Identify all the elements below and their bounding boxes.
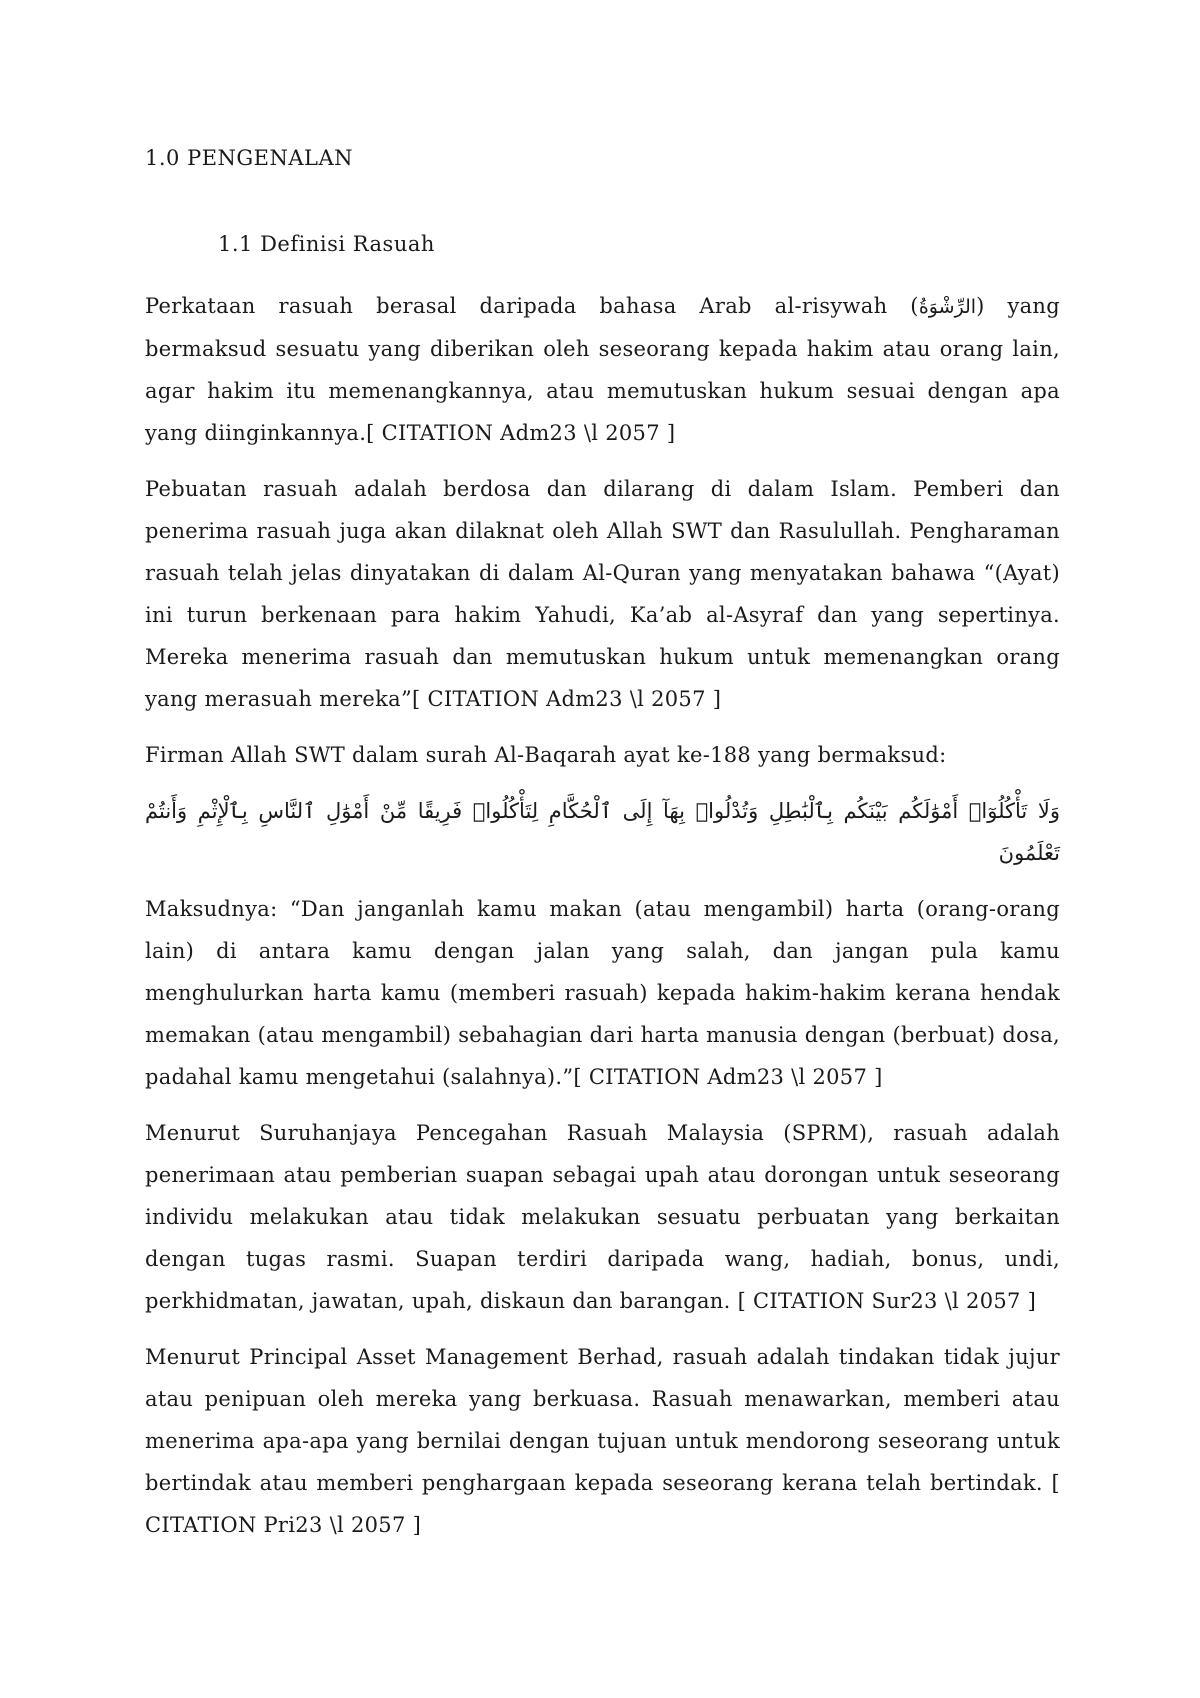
paragraph-definition-text-end: ) yang bermaksud sesuatu yang diberikan oleh seseorang kepada hakim atau orang lain, agar hakim itu memenangkannya, atau memutuskan hukum sesuai dengan apa yang diinginkannya.[ CITATION Adm23 \l 2057 ]	[145, 294, 1060, 445]
arabic-term: الرِّشْوَةُ	[918, 296, 977, 318]
paragraph-verse-intro: Firman Allah SWT dalam surah Al-Baqarah ayat ke-188 yang bermaksud:	[145, 743, 947, 767]
paragraph-principal-definition: Menurut Principal Asset Management Berhad, rasuah adalah tindakan tidak jujur atau penipuan oleh mereka yang berkuasa. Rasuah menawarkan, memberi atau menerima apa-apa yang bernilai dengan tujuan untuk mendorong seseorang untuk bertindak atau memberi penghargaan kepada seseorang kerana telah bertindak. [ CITATION Pri23 \l 2057 ]	[145, 1345, 1060, 1537]
quran-verse: وَلَا تَأْكُلُوٓا۟ أَمْوَٰلَكُم بَيْنَكُم بِٱلْبَٰطِلِ وَتُدْلُوا۟ بِهَآ إِلَى ٱلْحُكَّامِ لِتَأْكُلُوا۟ فَرِيقًا مِّنْ أَمْوَٰلِ ٱلنَّاسِ بِٱلْإِثْمِ وَأَنتُمْ تَعْلَمُونَ	[145, 799, 1060, 865]
paragraph-prohibition: Pebuatan rasuah adalah berdosa dan dilarang di dalam Islam. Pemberi dan penerima rasuah juga akan dilaknat oleh Allah SWT dan Rasulullah. Pengharaman rasuah telah jelas dinyatakan di dalam Al-Quran yang menyatakan bahawa “(Ayat) ini turun berkenaan para hakim Yahudi, Ka’ab al-Asyraf dan yang sepertinya. Mereka menerima rasuah dan memutuskan hukum untuk memenangkan orang yang merasuah mereka”[ CITATION Adm23 \l 2057 ]	[145, 477, 1060, 711]
paragraph-definition-text-start: Perkataan rasuah berasal daripada bahasa Arab al-risywah (	[145, 294, 919, 318]
paragraph-sprm-definition: Menurut Suruhanjaya Pencegahan Rasuah Malaysia (SPRM), rasuah adalah penerimaan atau pemberian suapan sebagai upah atau dorongan untuk seseorang individu melakukan atau tidak melakukan sesuatu perbuatan yang berkaitan dengan tugas rasmi. Suapan terdiri daripada wang, hadiah, bonus, undi, perkhidmatan, jawatan, upah, diskaun dan barangan. [ CITATION Sur23 \l 2057 ]	[145, 1121, 1060, 1313]
document-body	[145, 285, 1060, 1560]
paragraph-verse-meaning: Maksudnya: “Dan janganlah kamu makan (atau mengambil) harta (orang-orang lain) di antara kamu dengan jalan yang salah, dan jangan pula kamu menghulurkan harta kamu (memberi rasuah) kepada hakim-hakim kerana hendak memakan (atau mengambil) sebahagian dari harta manusia dengan (berbuat) dosa, padahal kamu mengetahui (salahnya).”[ CITATION Adm23 \l 2057 ]	[145, 897, 1060, 1089]
paragraph-definition	[145, 285, 1060, 454]
subsection-heading: 1.1 Definisi Rasuah	[218, 232, 435, 256]
section-heading: 1.0 PENGENALAN	[145, 146, 354, 170]
